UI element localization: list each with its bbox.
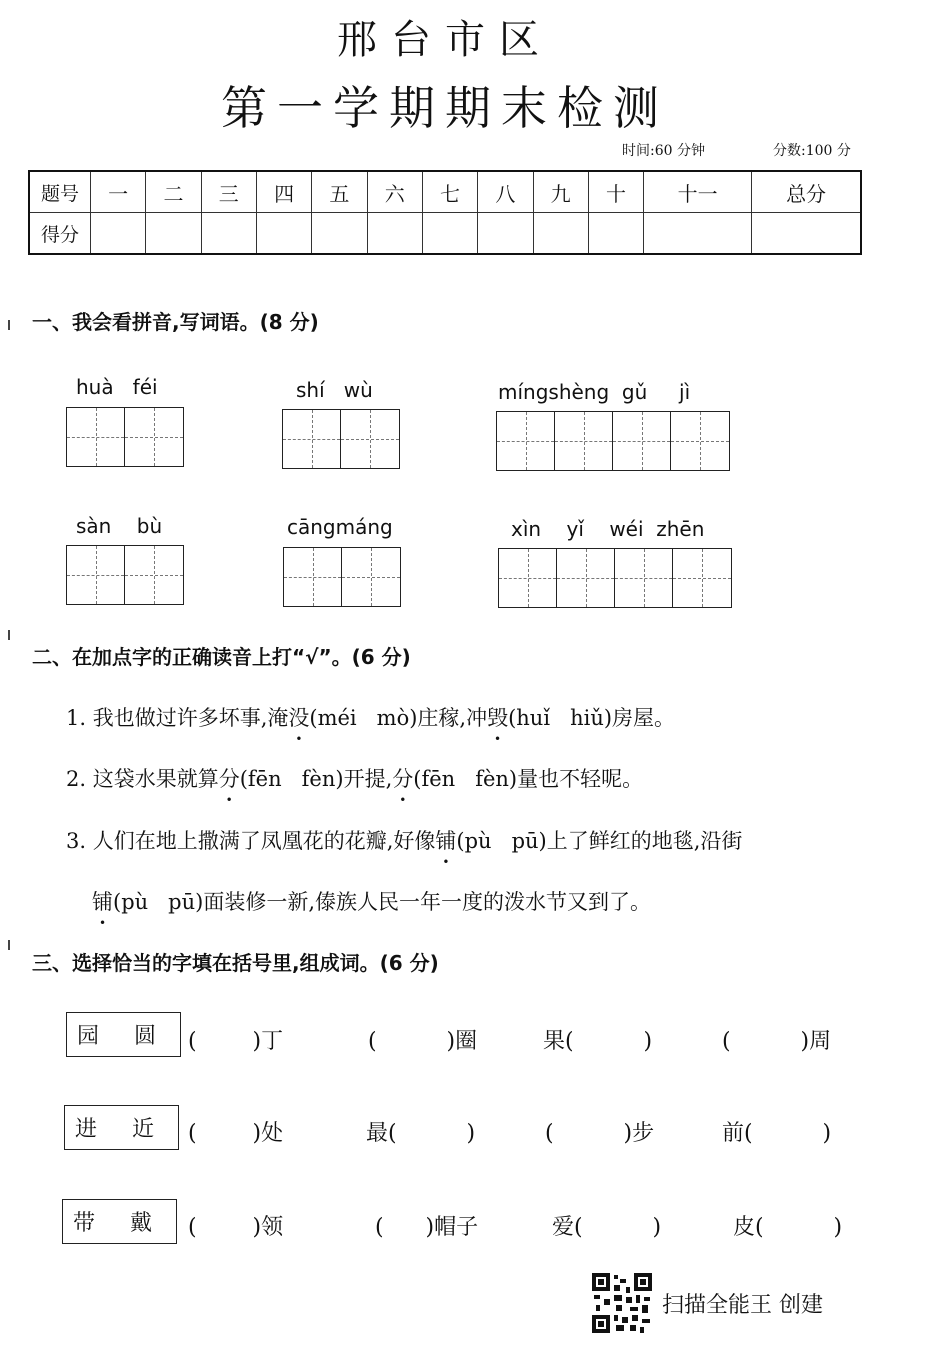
pinyin-label: huà féi	[76, 375, 158, 399]
fill-blank[interactable]: 皮( )	[733, 1215, 843, 1240]
title-line2: 第一学期期末检测	[221, 81, 669, 135]
col-header: 总分	[752, 171, 861, 213]
margin-mark	[8, 940, 10, 950]
total-score: 分数:100 分	[773, 143, 851, 159]
writing-grid[interactable]	[498, 548, 732, 608]
score-cell[interactable]	[256, 213, 311, 255]
fill-blank[interactable]: ( )丁	[188, 1029, 284, 1054]
dotted-char: 铺	[435, 829, 457, 853]
writing-grid[interactable]	[283, 547, 401, 607]
col-header: 三	[201, 171, 256, 213]
row-label: 得分	[29, 213, 91, 255]
char-options: 带 戴	[62, 1199, 177, 1244]
char-options: 进 近	[64, 1105, 179, 1150]
col-header: 六	[367, 171, 422, 213]
fill-blank[interactable]: 前( )	[722, 1121, 832, 1146]
writing-grid[interactable]	[66, 407, 184, 467]
writing-grid[interactable]	[66, 545, 184, 605]
dotted-char: 分	[392, 767, 414, 791]
score-cell[interactable]	[533, 213, 588, 255]
col-header: 九	[533, 171, 588, 213]
fill-blank[interactable]: ( )圈	[368, 1029, 478, 1054]
score-cell[interactable]	[588, 213, 643, 255]
col-header: 四	[256, 171, 311, 213]
pinyin-label: cāngmáng	[287, 515, 393, 539]
row-label: 题号	[29, 171, 91, 213]
dotted-char: 铺	[92, 890, 113, 914]
question-2-2: 2. 这袋水果就算分(fēn fèn)开提,分(fēn fèn)量也不轻呢。	[66, 767, 644, 791]
col-header: 二	[146, 171, 201, 213]
pinyin-label: sàn bù	[76, 514, 163, 538]
score-table-header-row	[29, 171, 861, 213]
score-table-score-row	[29, 213, 861, 255]
section2-title: 二、在加点字的正确读音上打“√”。(6 分)	[32, 645, 411, 669]
dotted-char: 分	[218, 767, 240, 791]
dotted-char: 没	[288, 706, 310, 730]
score-cell[interactable]	[478, 213, 533, 255]
col-header: 十	[588, 171, 643, 213]
fill-blank[interactable]: ( )处	[188, 1121, 284, 1146]
fill-blank[interactable]: ( )步	[545, 1121, 655, 1146]
score-cell[interactable]	[146, 213, 201, 255]
margin-mark	[8, 320, 10, 330]
margin-mark	[8, 630, 10, 640]
time-limit: 时间:60 分钟	[622, 143, 705, 159]
fill-blank[interactable]: ( )领	[188, 1215, 284, 1240]
score-cell[interactable]	[367, 213, 422, 255]
writing-grid[interactable]	[496, 411, 730, 471]
score-cell[interactable]	[644, 213, 752, 255]
pinyin-label: míngshèng gǔ jì	[498, 380, 691, 404]
section3-title: 三、选择恰当的字填在括号里,组成词。(6 分)	[32, 951, 439, 975]
writing-grid[interactable]	[282, 409, 400, 469]
col-header: 十一	[644, 171, 752, 213]
footer-text: 扫描全能王 创建	[662, 1293, 823, 1318]
char-options: 园 圆	[66, 1012, 181, 1057]
pinyin-label: xìn yǐ wéi zhēn	[511, 517, 705, 541]
score-cell[interactable]	[752, 213, 861, 255]
title-line1: 邢台市区	[337, 17, 553, 63]
question-2-3-cont: 铺(pù pū)面装修一新,傣族人民一年一度的泼水节又到了。	[92, 890, 652, 914]
score-cell[interactable]	[312, 213, 367, 255]
score-cell[interactable]	[422, 213, 477, 255]
fill-blank[interactable]: ( )周	[722, 1029, 832, 1054]
fill-blank[interactable]: 爱( )	[552, 1215, 662, 1240]
fill-blank[interactable]: 最( )	[366, 1121, 476, 1146]
question-2-3: 3. 人们在地上撒满了凤凰花的花瓣,好像铺(pù pū)上了鲜红的地毯,沿街	[66, 829, 743, 853]
qr-code-icon	[592, 1273, 652, 1333]
col-header: 一	[91, 171, 146, 213]
score-cell[interactable]	[201, 213, 256, 255]
fill-blank[interactable]: 果( )	[543, 1029, 653, 1054]
col-header: 八	[478, 171, 533, 213]
score-table	[28, 170, 862, 255]
fill-blank[interactable]: ( )帽子	[375, 1215, 479, 1240]
dotted-char: 毁	[487, 706, 509, 730]
pinyin-label: shí wù	[296, 378, 373, 402]
section1-title: 一、我会看拼音,写词语。(8 分)	[32, 310, 319, 334]
col-header: 五	[312, 171, 367, 213]
question-2-1: 1. 我也做过许多坏事,淹没(méi mò)庄稼,冲毁(huǐ hiǔ)房屋。	[66, 706, 676, 730]
col-header: 七	[422, 171, 477, 213]
score-cell[interactable]	[91, 213, 146, 255]
